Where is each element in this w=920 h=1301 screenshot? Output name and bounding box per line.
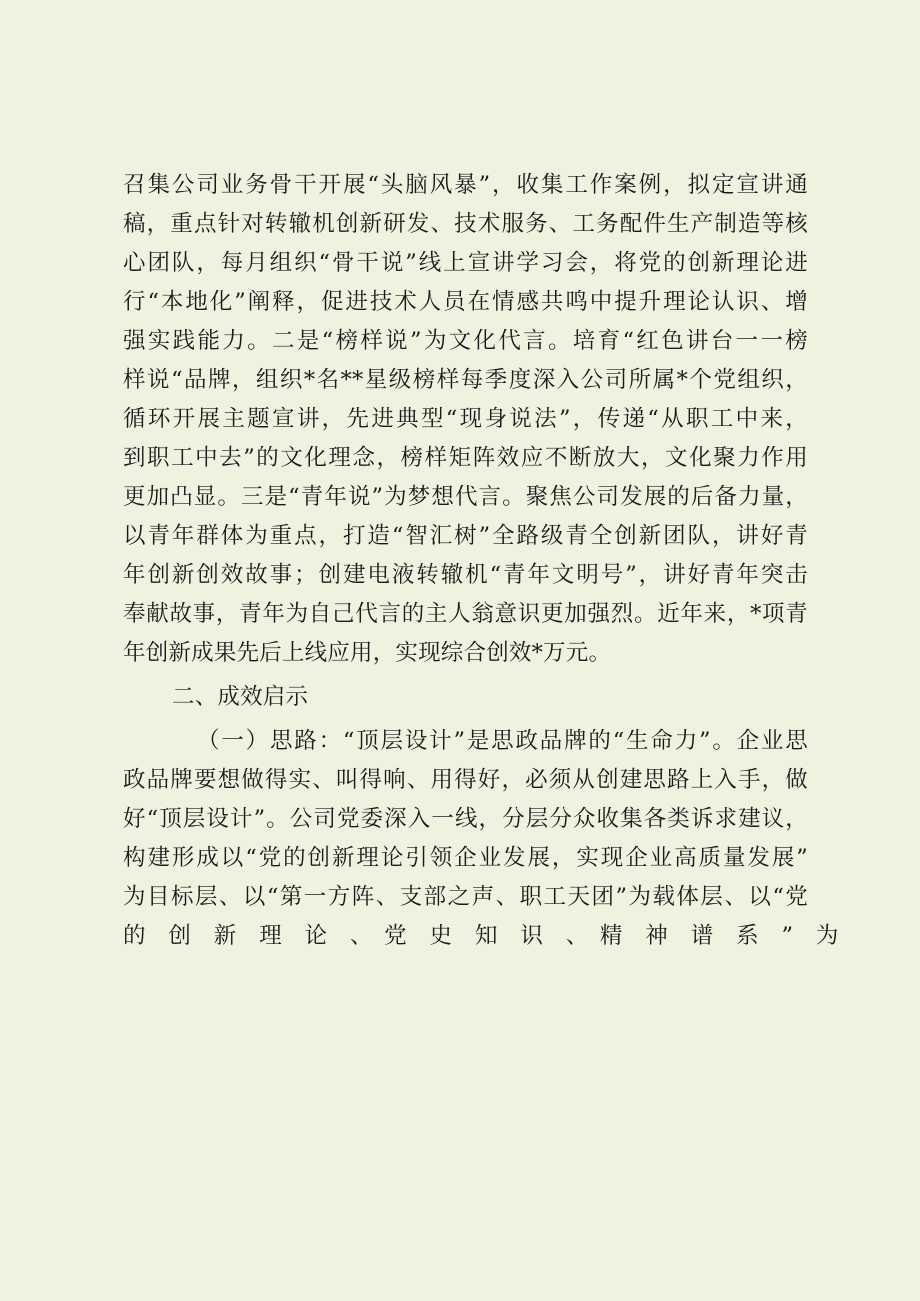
sub-paragraph-line-1: （一）思路：“顶层设计”是思政品牌的“生命力”。企业思: [197, 728, 808, 754]
paragraph-line-12: 奉献故事，青年为自己代言的主人翁意识更加强烈。近年来，*项青: [123, 601, 808, 627]
paragraph-line-13: 年创新成果先后上线应用，实现综合创效*万元。: [123, 640, 612, 666]
paragraph-line-4: 行“本地化”阐释，促进技术人员在情感共鸣中提升理论认识、增: [123, 289, 808, 315]
paragraph-line-11: 年创新创效故事；创建电液转辙机“青年文明号”，讲好青年突击: [123, 562, 808, 588]
paragraph-line-3: 心团队，每月组织“骨干说”线上宣讲学习会，将党的创新理论进: [123, 250, 808, 276]
sub-paragraph-line-4: 构建形成以“党的创新理论引领企业发展，实现企业高质量发展”: [123, 845, 808, 871]
paragraph-line-6: 样说“品牌，组织*名**星级榜样每季度深入公司所属*个党组织，: [123, 367, 808, 393]
paragraph-line-1: 召集公司业务骨干开展“头脑风暴”，收集工作案例，拟定宣讲通: [123, 172, 808, 198]
paragraph-line-7: 循环开展主题宣讲，先进典型“现身说法”，传递“从职工中来，: [123, 406, 808, 432]
paragraph-line-9: 更加凸显。三是“青年说”为梦想代言。聚焦公司发展的后备力量，: [123, 484, 808, 510]
paragraph-line-5: 强实践能力。二是“榜样说”为文化代言。培育“红色讲台一一榜: [123, 328, 808, 354]
sub-paragraph-line-2: 政品牌要想做得实、叫得响、用得好，必须从创建思路上入手，做: [123, 767, 808, 793]
section-heading: 二、成效启示: [172, 684, 309, 710]
paragraph-line-10: 以青年群体为重点，打造“智汇树”全路级青仝创新团队，讲好青: [123, 523, 808, 549]
sub-paragraph-line-3: 好“顶层设计”。公司党委深入一线，分层分众收集各类诉求建议，: [123, 806, 808, 832]
sub-paragraph-line-5: 为目标层、以“第一方阵、支部之声、职工天团”为载体层、以“党: [123, 884, 808, 910]
paragraph-line-8: 到职工中去”的文化理念，榜样矩阵效应不断放大，文化聚力作用: [123, 445, 808, 471]
sub-paragraph-line-6: 的 创 新 理 论 、 党 史 知 识 、 精 神 谱 系 ” 为: [123, 923, 839, 949]
paragraph-line-2: 稿，重点针对转辙机创新研发、技术服务、工务配件生产制造等核: [123, 211, 808, 237]
